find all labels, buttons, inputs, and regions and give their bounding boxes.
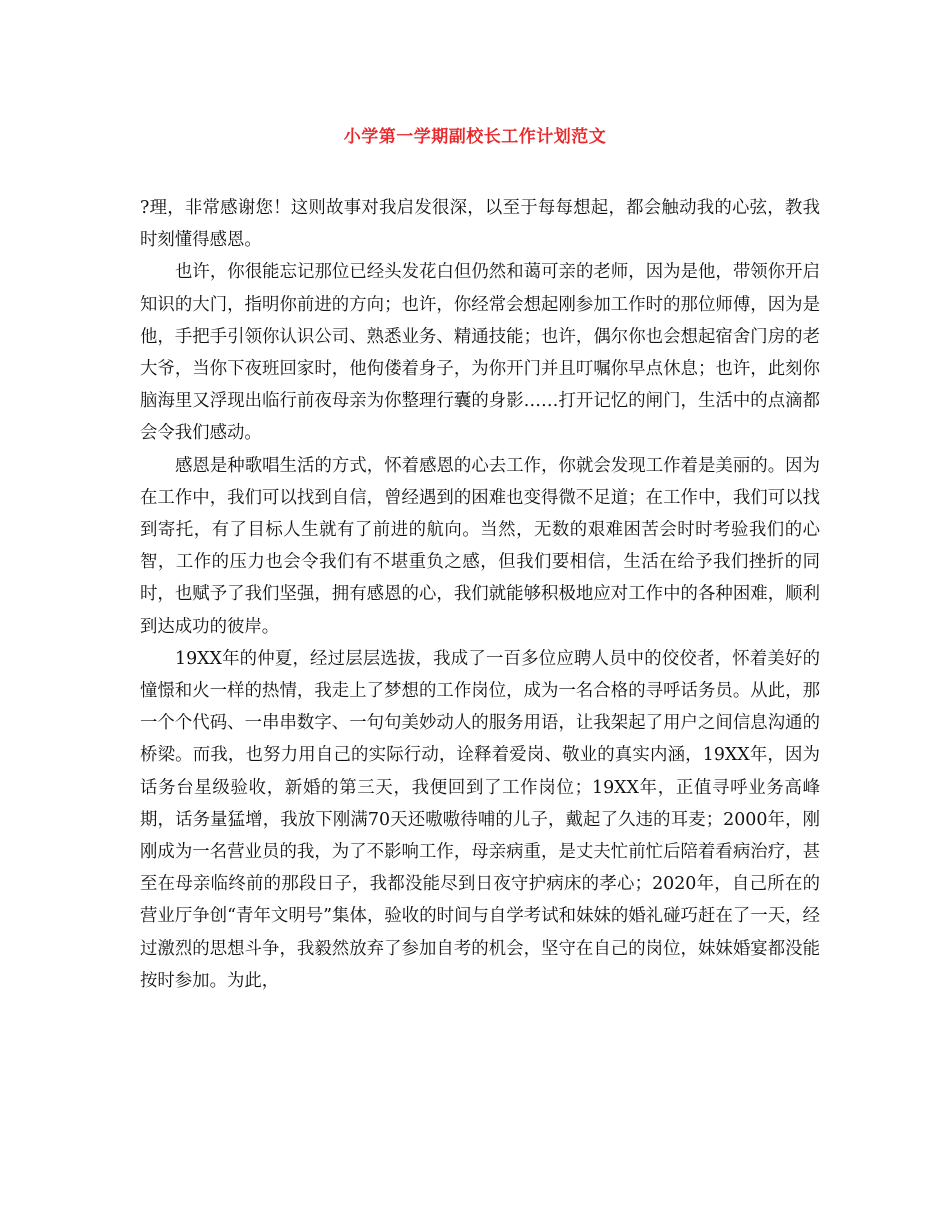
paragraph-2: 也许，你很能忘记那位已经头发花白但仍然和蔼可亲的老师，因为是他，带领你开启知识的大门，指明你前进的方向；也许，你经常会想起刚参加工作时的那位师傅，因为是他，手把手引领你认识公司、熟悉业务、精通技能；也许，偶尔你也会想起宿舍门房的老大爷，当你下夜班回家时，他佝偻着身子，为你开门并且叮嘱你早点休息；也许，此刻你脑海里又浮现出临行前夜母亲为你整理行囊的身影……打开记忆的闸门，生活中的点滴都会令我们感动。: [140, 262, 820, 444]
document-body: [140, 192, 820, 997]
document-title: 小学第一学期副校长工作计划范文: [343, 127, 607, 147]
paragraph-1: ?理，非常感谢您！这则故事对我启发很深，以至于每每想起，都会触动我的心弦，教我时刻懂得感恩。: [140, 198, 820, 251]
paragraph-3: 感恩是种歌唱生活的方式，怀着感恩的心去工作，你就会发现工作着是美丽的。因为在工作中，我们可以找到自信，曾经遇到的困难也变得微不足道；在工作中，我们可以找到寄托，有了目标人生就有了前进的航向。当然，无数的艰难困苦会时时考验我们的心智，工作的压力也会令我们有不堪重负之感，但我们要相信，生活在给予我们挫折的同时，也赋予了我们坚强，拥有感恩的心，我们就能够积极地应对工作中的各种困难，顺利到达成功的彼岸。: [140, 455, 820, 637]
paragraph-4: 19XX年的仲夏，经过层层选拔，我成了一百多位应聘人员中的佼佼者，怀着美好的憧憬和火一样的热情，我走上了梦想的工作岗位，成为一名合格的寻呼话务员。从此，那一个个代码、一串串数字、一句句美妙动人的服务用语，让我架起了用户之间信息沟通的桥梁。而我，也努力用自己的实际行动，诠释着爱岗、敬业的真实内涵，19XX年，因为话务台星级验收，新婚的第三天，我便回到了工作岗位；19XX年，正值寻呼业务高峰期，话务量猛增，我放下刚满70天还嗷嗷待哺的儿子，戴起了久违的耳麦；2000年，刚刚成为一名营业员的我，为了不影响工作，母亲病重，是丈夫忙前忙后陪着看病治疗，甚至在母亲临终前的那段日子，我都没能尽到日夜守护病床的孝心；2020年，自己所在的营业厅争创“青年文明号”集体，验收的时间与自学考试和妹妹的婚礼碰巧赶在了一天，经过激烈的思想斗争，我毅然放弃了参加自考的机会，坚守在自己的岗位，妹妹婚宴都没能按时参加。为此，: [140, 648, 820, 991]
